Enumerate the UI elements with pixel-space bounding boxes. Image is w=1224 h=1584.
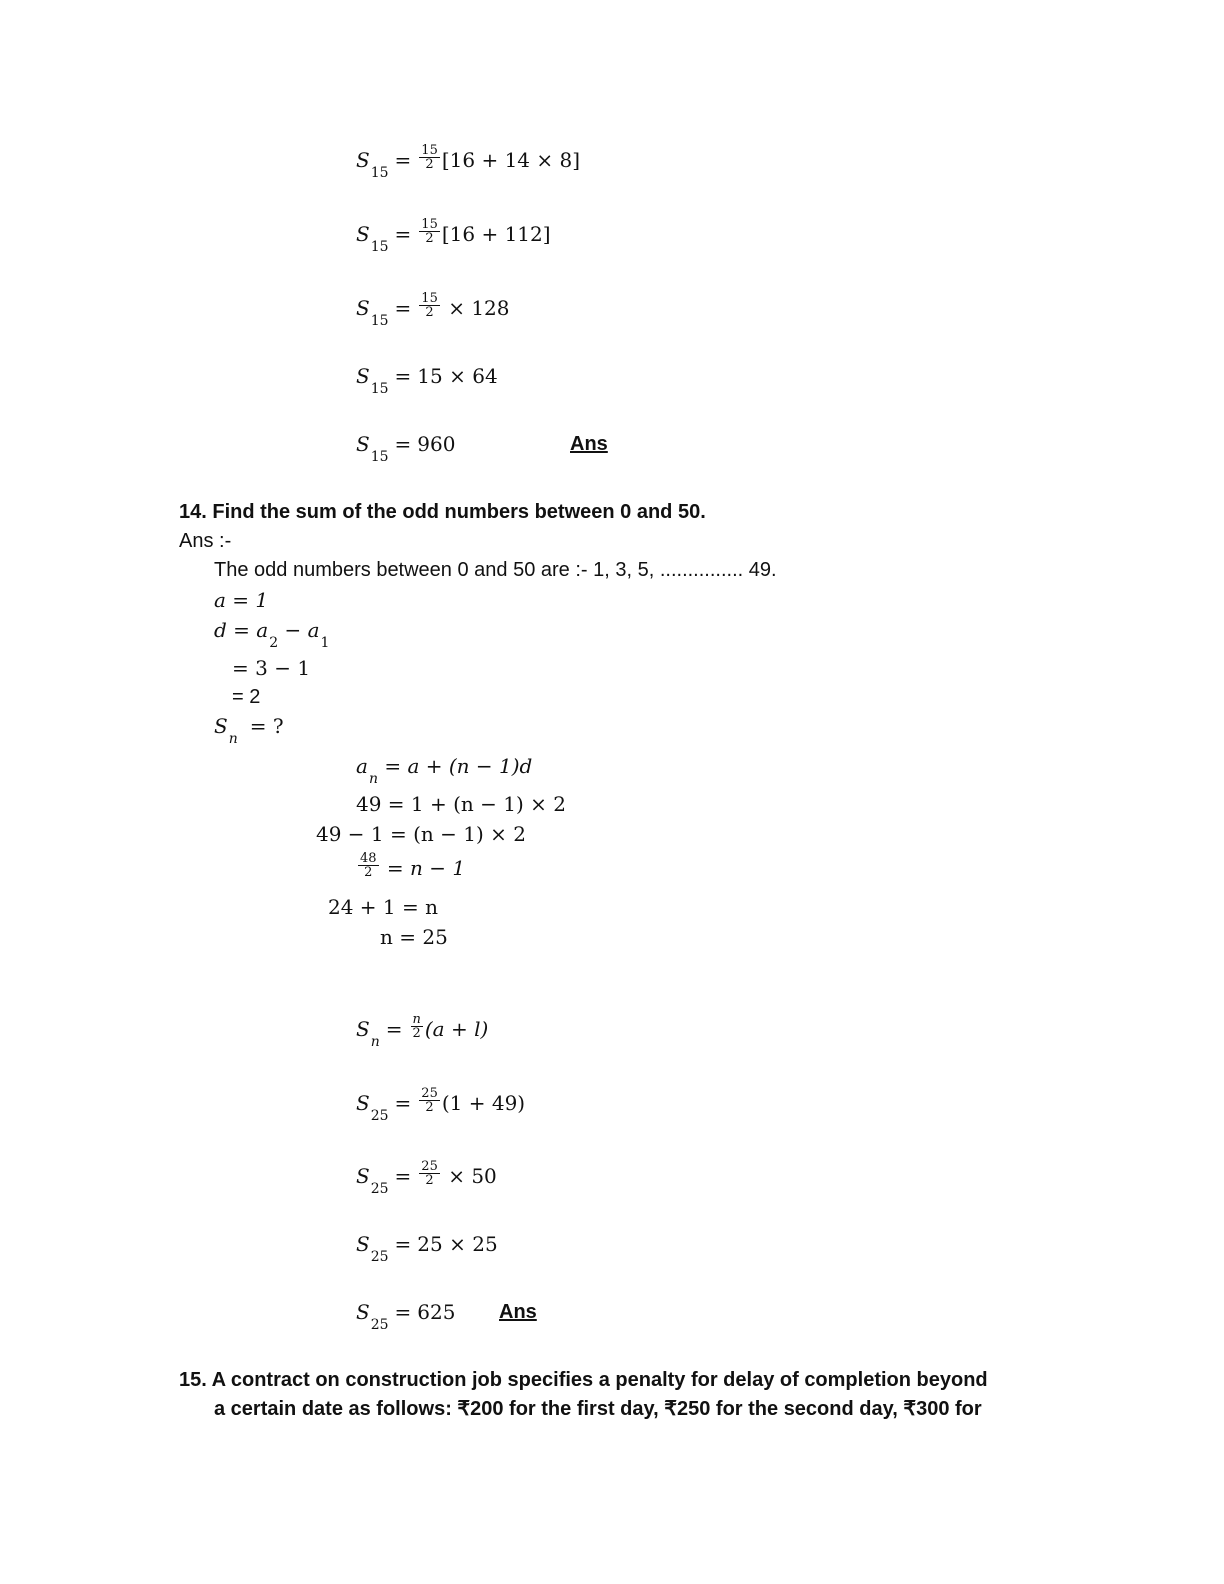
solve-n-line6: n = 25 [380,925,448,949]
expression: 15 × 64 [417,364,498,388]
q14-ans-label: Ans [499,1301,537,1323]
sum-step-5: $S_{25}= 625$ [356,1300,456,1333]
q14-ans-intro: Ans :- [179,530,232,552]
given-a: a = 1 [214,588,269,612]
subscript: 15 [370,449,389,465]
fraction: $\frac{15}{2}$ [421,291,438,320]
q14-question: 14. Find the sum of the odd numbers between 0 and 50. [179,501,706,523]
expression: 960 [417,432,456,456]
solve-n-line1: $a_n = a + (n - 1)d$ [356,754,533,787]
solve-n-line2: 49 = 1 + (n − 1) × 2 [356,792,566,816]
solve-n-line3: 49 − 1 = (n − 1) × 2 [316,822,526,846]
subscript: 15 [370,381,389,397]
q15-line2: a certain date as follows: ₹200 for the first day, ₹250 for the second day, ₹300 for [214,1398,982,1420]
subscript: 15 [370,239,389,255]
expression: × 128 [448,296,510,320]
q13-step-4: $S_{15}= 15 \times 64$ [356,364,498,397]
q13-step-3: $S_{15}=$ $\frac{15}{2}$ × 128 [356,291,510,329]
q13-step-5: $S_{15}= 960$ [356,432,456,465]
sum-symbol: S [356,432,370,456]
sum-symbol: S [356,364,370,388]
sum-symbol: S [356,296,370,320]
sum-step-4: $S_{25}= 25 \times 25$ [356,1232,498,1265]
given-sn: $S_n=$ ? [214,714,284,747]
q15-line1: 15. A contract on construction job specifies a penalty for delay of completion beyond [179,1369,988,1391]
sum-step-3: $S_{25}=$ $\frac{25}{2}$ × 50 [356,1159,497,1197]
sum-step-1: $S_n=$ $\frac{n}{2}$ (a + l) [356,1012,489,1050]
fraction: $\frac{15}{2}$ [421,143,438,172]
subscript: 15 [370,165,389,181]
solve-n-line4: $\frac{48}{2}$ = n − 1 [360,851,466,880]
solve-n-line5: 24 + 1 = n [328,895,438,919]
given-d-step1: = 3 − 1 [232,656,311,680]
sum-step-2: $S_{25}=$ $\frac{25}{2}$ (1 + 49) [356,1086,526,1124]
fraction: $\frac{15}{2}$ [421,217,438,246]
q14-statement: The odd numbers between 0 and 50 are :- 1, 3, 5, ............... 49. [214,559,777,581]
expression: [16 + 112] [441,222,551,246]
q13-step-1: $S_{15}=$ $\frac{15}{2}$ [16 + 14 × 8] [356,143,581,181]
q13-step-2: $S_{15}=$ $\frac{15}{2}$ [16 + 112] [356,217,551,255]
subscript: 15 [370,313,389,329]
expression: [16 + 14 × 8] [441,148,581,172]
given-d: $d = a_2 - a_1$ [214,618,330,651]
sum-symbol: S [356,222,370,246]
given-d-step2: = 2 [232,686,261,708]
q13-ans-label: Ans [570,433,608,455]
sum-symbol: S [356,148,370,172]
